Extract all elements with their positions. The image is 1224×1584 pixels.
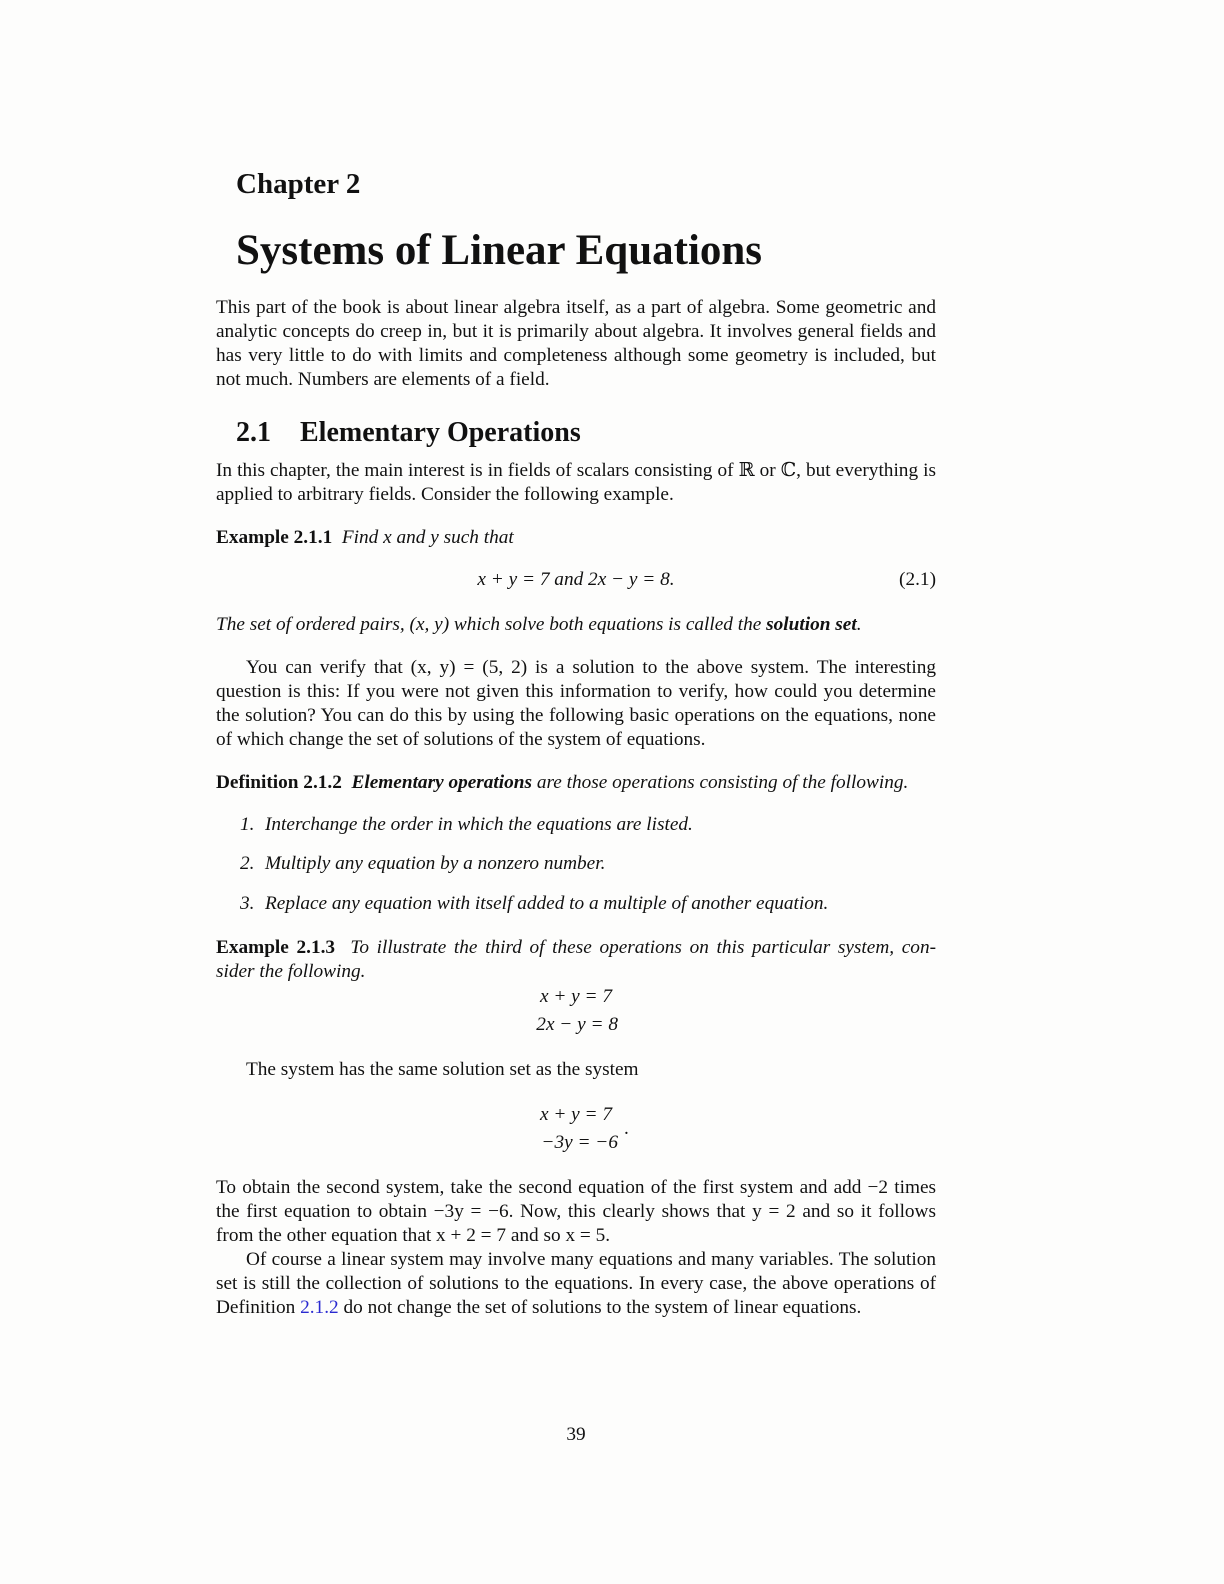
- equation-left: x + y = 7: [477, 569, 550, 590]
- chapter-label: Chapter 2: [236, 168, 361, 200]
- solution-text-post: .: [856, 614, 862, 635]
- solution-text-pre: The set of ordered pairs, (x, y) which solve both equations is called the: [216, 614, 762, 635]
- example-2-1-3-line1: [216, 936, 936, 960]
- example-text: Find x and y such that: [341, 527, 514, 548]
- definition-2-1-2: [216, 771, 936, 795]
- section-title: Elementary Operations: [300, 417, 581, 448]
- system2-eq1: [500, 1104, 612, 1126]
- page-number: 39: [566, 1424, 586, 1445]
- example-label: Example 2.1.3: [216, 937, 336, 958]
- system2-eq2: [480, 1132, 618, 1154]
- system1-eq1: [500, 986, 612, 1008]
- list-item: [240, 814, 693, 836]
- equation-and: and: [554, 569, 584, 590]
- equation-right: 2x − y = 8.: [588, 569, 675, 590]
- example-2-1-3-line2: sider the following.: [216, 961, 366, 982]
- list-item: [240, 853, 605, 875]
- list-index: 3.: [240, 893, 255, 914]
- example-2-1-1: [216, 526, 936, 550]
- system2-period: .: [624, 1118, 629, 1139]
- list-index: 2.: [240, 853, 255, 874]
- equation: −3y = −6: [541, 1132, 618, 1153]
- solution-term: solution set: [766, 614, 857, 635]
- list-item: [240, 893, 828, 915]
- same-solution-text: The system has the same solution set as the system: [246, 1059, 639, 1080]
- obtain-paragraph: To obtain the second system, take the second equation of the first system and add −2 times the first equation to obtain −3y = −6. Now, this clearly shows that y = 2 and so it follows from the other equation that x + 2 = 7 and so x = 5.: [216, 1177, 936, 1246]
- definition-text: are those operations consisting of the following.: [536, 772, 909, 793]
- verify-paragraph: You can verify that (x, y) = (5, 2) is a solution to the above system. The interesting question is this: If you were not given this information to verify, how could you determine the solution? You can do this by using the following basic operations on the equations, none of which change the set of solutions of the system of equations.: [216, 657, 936, 750]
- example-label: Example 2.1.1: [216, 527, 333, 548]
- equation-number: (2.1): [899, 569, 936, 590]
- equation: x + y = 7: [539, 986, 612, 1007]
- course-text-post: do not change the set of solutions to the system of linear equations.: [343, 1297, 862, 1318]
- intro-paragraph: This part of the book is about linear algebra itself, as a part of algebra. Some geometric and analytic concepts do creep in, but it is primarily about algebra. It involves general fields and has very little to do with limits and completeness although some geometry is included, but not much. Numbers are elements of a field.: [216, 297, 936, 390]
- equation-2-1: [216, 569, 936, 591]
- section-intro-paragraph: In this chapter, the main interest is in fields of scalars consisting of ℝ or ℂ, but everything is applied to arbitrary fields. Consider the following example.: [216, 460, 936, 505]
- definition-link[interactable]: 2.1.2: [300, 1297, 339, 1318]
- definition-label: Definition 2.1.2: [216, 772, 342, 793]
- solution-set-sentence: [216, 613, 936, 637]
- equation: 2x − y = 8: [536, 1014, 618, 1035]
- definition-term: Elementary operations: [351, 772, 533, 793]
- system1-eq2: [500, 1014, 618, 1036]
- list-text: Multiply any equation by a nonzero number.: [265, 853, 606, 874]
- list-text: Interchange the order in which the equations are listed.: [265, 814, 693, 835]
- example-text: To illustrate the third of these operations on this particular system, con-: [350, 937, 937, 958]
- course-paragraph: [216, 1248, 936, 1320]
- course-text-pre: Of course a linear system may involve many equations and many variables. The solution set is still the collection of solutions to the equations. In every case, the above operations of Definition: [216, 1249, 936, 1318]
- section-number: 2.1: [236, 417, 271, 448]
- section-heading: [236, 417, 581, 449]
- chapter-title: Systems of Linear Equations: [236, 227, 763, 274]
- equation: x + y = 7: [539, 1104, 612, 1125]
- list-index: 1.: [240, 814, 255, 835]
- list-text: Replace any equation with itself added to a multiple of another equation.: [265, 893, 829, 914]
